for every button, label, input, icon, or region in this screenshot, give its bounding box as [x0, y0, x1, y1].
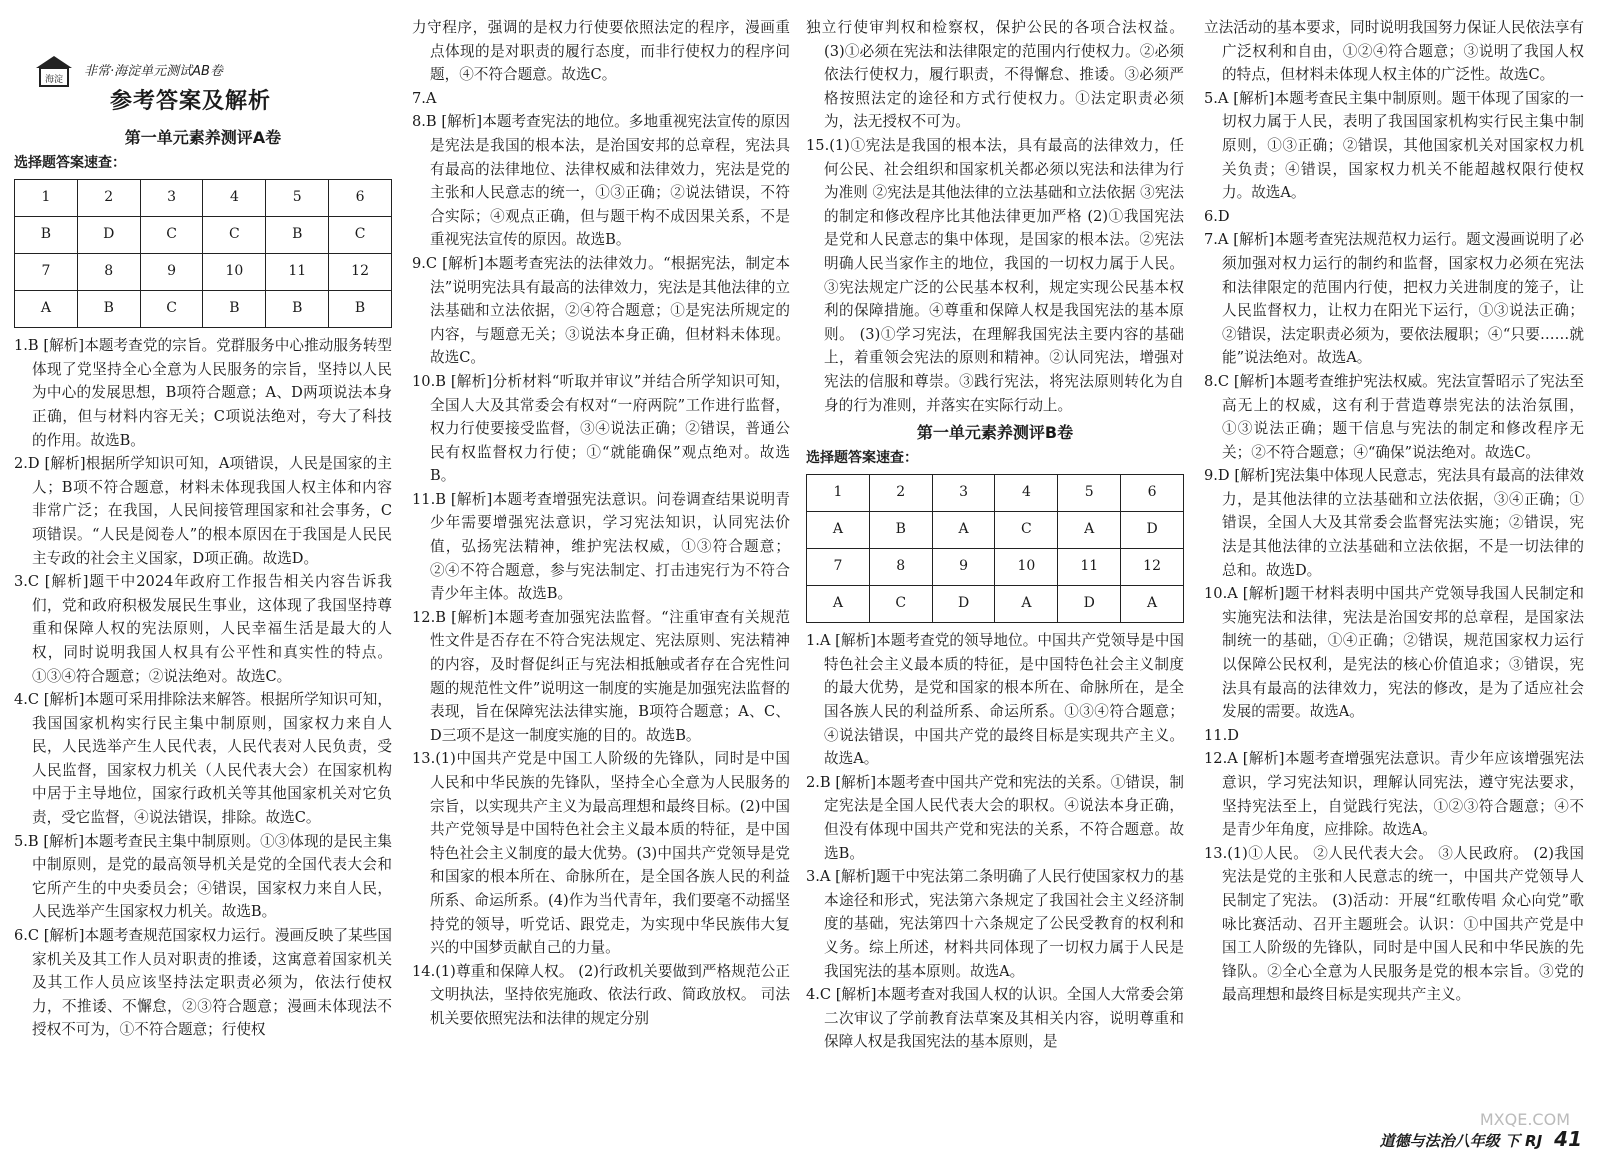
answer-item: 7.A: [412, 89, 437, 107]
answer-item: 14.(1)尊重和保障人权。 (2)行政机关要做到严格规范公正文明执法，坚持依宪施政、依法行政、简政放权。 司法机关要依照宪法和法律的规定分别: [412, 962, 790, 1027]
answer-cell: A: [807, 512, 870, 549]
answer-cell: D: [1121, 512, 1184, 549]
answer-cell: 10: [203, 254, 266, 291]
answer-item: 8.B [解析]本题考查宪法的地位。多地重视宪法宣传的原因是宪法是我国的根本法，是治国安邦的总章程，宪法具有最高的法律地位、法律权威和法律效力，宪法是党的主张和人民意志的统一，①③正确；②说法错误，不符合实际；④观点正确，但与题干构不成因果关系，不是重视宪法宣传的原因。故选B。: [412, 113, 790, 249]
answer-cell: 3: [932, 475, 995, 512]
answer-row: [807, 549, 1184, 586]
answer-cell: 6: [329, 180, 392, 217]
answer-cell: 2: [869, 475, 932, 512]
answer-cell: D: [932, 586, 995, 623]
answer-cell: A: [1121, 586, 1184, 623]
answer-item: 10.A [解析]题干材料表明中国共产党领导我国人民制定和实施宪法和法律，宪法是治国安邦的总章程，是国家法制统一的基础，①④正确；②错误，规范国家权力运行以保障公民权利，是宪法的核心价值追求；③错误，宪法具有最高的法律效力，宪法的修改，是为了适应社会发展的需要。故选A。: [1204, 585, 1584, 721]
answer-cell: 7: [15, 254, 78, 291]
answer-cell: B: [203, 291, 266, 328]
answer-cell: A: [807, 586, 870, 623]
answer-item: 2.B [解析]本题考查中国共产党和宪法的关系。①错误，制定宪法是全国人民代表大会的职权。④说法本身正确，但没有体现中国共产党和宪法的关系，不符合题意。故选B。: [806, 773, 1184, 862]
answer-cell: 5: [1058, 475, 1121, 512]
answer-list-a: [14, 334, 392, 1042]
answer-cell: 3: [140, 180, 203, 217]
answer-cell: C: [995, 512, 1058, 549]
answer-item: 3.C [解析]题干中2024年政府工作报告相关内容告诉我们，党和政府积极发展民生事业，这体现了我国坚持尊重和保障人权的宪法原则，人民幸福生活是最大的人权，同时说明我国人权具有公平性和真实性的特点。①③④符合题意；②说法绝对。故选C。: [14, 573, 392, 685]
quick-answer-label-a: 选择题答案速查：: [14, 154, 126, 171]
answer-cell: 4: [995, 475, 1058, 512]
answer-cell: A: [995, 586, 1058, 623]
answer-cell: C: [140, 217, 203, 254]
answer-cell: 11: [266, 254, 329, 291]
answer-item: 6.D: [1204, 207, 1230, 225]
answer-item: 10.B [解析]分析材料“听取并审议”并结合所学知识可知，全国人大及其常委会有权对“一府两院”工作进行监督，权力行使要接受监督，③④说法正确；②错误，普通公民有权监督权力行使；①“就能确保”观点绝对。故选B。: [412, 372, 790, 485]
answer-item: 1.B [解析]本题考查党的宗旨。党群服务中心推动服务转型体现了党坚持全心全意为人民服务的宗旨，坚持以人民为中心的发展思想，B项符合题意；A、D两项说法本身正确，但与材料内容无关；C项说法绝对，夸大了科技的作用。故选B。: [14, 337, 392, 449]
answer-row: [807, 586, 1184, 623]
answer-item: 4.C [解析]本题可采用排除法来解答。根据所学知识可知，我国国家机构实行民主集中制原则，国家权力来自人民，人民选举产生人民代表，人民代表对人民负责，受人民监督，国家权力机关（人民代表大会）在国家机构中居于主导地位，国家行政机关等其他国家机关对它负责，受它监督，④说法错误，排除。故选C。: [14, 691, 392, 827]
answer-cell: C: [869, 586, 932, 623]
column-4: [1204, 16, 1584, 1126]
answer-row: [807, 475, 1184, 512]
logo-icon: [32, 54, 76, 90]
answer-item: 3.A [解析]题干中宪法第二条明确了人民行使国家权力的基本途径和形式，宪法第六条规定了我国社会主义经济制度的基础，宪法第四十六条规定了公民受教育的权利和义务。综上所述，材料共同体现了一切权力属于人民是我国宪法的基本原则。故选A。: [806, 868, 1184, 980]
answer-cell: D: [1058, 586, 1121, 623]
answer-item: 独立行使审判权和检察权，保护公民的各项合法权益。 (3)①必须在宪法和法律限定的范围内行使权力。②必须依法行使权力，履行职责，不得懈怠、推诿。③必须严格按照法定的途径和方式行使权力。①法定职责必须为，法无授权不可为。: [806, 19, 1184, 131]
answer-cell: 2: [77, 180, 140, 217]
answer-cell: D: [77, 217, 140, 254]
answer-cell: 4: [203, 180, 266, 217]
answer-cell: 6: [1121, 475, 1184, 512]
answer-cell: C: [140, 291, 203, 328]
answer-item: 11.B [解析]本题考查增强宪法意识。问卷调查结果说明青少年需要增强宪法意识，学习宪法知识，认同宪法价值，弘扬宪法精神，维护宪法权威，①③符合题意；②④不符合题意，参与宪法制定、打击违宪行为不符合青少年主体。故选B。: [412, 490, 790, 603]
answer-item: 15.(1)①宪法是我国的根本法，具有最高的法律效力，任何公民、社会组织和国家机关都必须以宪法和法律为行为准则 ②宪法是其他法律的立法基础和立法依据 ③宪法的制定和修改程序比其他法律更加严格 (2)①我国宪法是党和人民意志的集中体现，是国家的根本法。②宪法明确人民当家作主的地位，我国的一切权力属于人民。③宪法规定广泛的公民基本权利，规定实现公民基本权利的保障措施。④尊重和保障人权是我国宪法的基本原则。 (3)①学习宪法，在理解我国宪法主要内容的基础上，着重领会宪法的原则和精神。②认同宪法，增强对宪法的信服和尊崇。③践行宪法，将宪法原则转化为自身的行为准则，并落实在实际行动上。: [806, 136, 1184, 414]
answer-item: 8.C [解析]本题考查维护宪法权威。宪法宣誓昭示了宪法至高无上的权威，这有利于营造尊崇宪法的法治氛围，①③说法正确；题干信息与宪法的制定和修改程序无关；②不符合题意；④“确保”说法绝对。故选C。: [1204, 372, 1584, 461]
answer-table-b: [806, 474, 1184, 623]
answer-cell: 9: [140, 254, 203, 291]
answer-cell: A: [932, 512, 995, 549]
answer-cell: A: [1058, 512, 1121, 549]
answer-cell: 10: [995, 549, 1058, 586]
section-title-b: 第一单元素养测评B卷: [916, 423, 1074, 443]
answer-cell: 11: [1058, 549, 1121, 586]
answer-cell: B: [266, 217, 329, 254]
answer-item: 12.A [解析]本题考查增强宪法意识。青少年应该增强宪法意识，学习宪法知识，理解认同宪法，遵守宪法要求，坚持宪法至上，自觉践行宪法，①②③符合题意；④不是青少年角度，应排除。故选A。: [1204, 750, 1584, 839]
answer-item: 13.(1)中国共产党是中国工人阶级的先锋队，同时是中国人民和中华民族的先锋队，坚持全心全意为人民服务的宗旨，以实现共产主义为最高理想和最终目标。(2)中国共产党领导是中国特色社会主义最本质的特征，是中国特色社会主义制度的最大优势。(3)中国共产党领导是党和国家的根本所在、命脉所在，是全国各族人民的利益所系、命运所系。(4)作为当代青年，我们要毫不动摇坚持党的领导，听党话、跟党走，为实现中华民族伟大复兴的中国梦贡献自己的力量。: [412, 750, 790, 957]
answer-item: 立法活动的基本要求，同时说明我国努力保证人民依法享有广泛权利和自由，①②④符合题意；③说明了我国人权的特点，但材料未体现人权主体的广泛性。故选C。: [1204, 19, 1584, 84]
answer-cell: 12: [1121, 549, 1184, 586]
answer-item: 12.B [解析]本题考查加强宪法监督。“注重审查有关规范性文件是否存在不符合宪法规定、宪法原则、宪法精神的内容，及时督促纠正与宪法相抵触或者存在合宪性问题的规范性文件”说明这一制度的实施是加强宪法监督的表现，旨在保障宪法法律实施，B项符合题意；A、C、D三项不是这一制度实施的目的。故选B。: [412, 608, 790, 744]
answer-cell: 7: [807, 549, 870, 586]
answer-cell: B: [77, 291, 140, 328]
answer-item: 1.A [解析]本题考查党的领导地位。中国共产党领导是中国特色社会主义最本质的特征，是中国特色社会主义制度的最大优势，是党和国家的根本所在、命脉所在，是全国各族人民的利益所系、命运所系。①③④符合题意；④说法错误，中国共产党的最终目标是实现共产主义。故选A。: [806, 632, 1184, 768]
watermark: MXQE.COM: [1479, 1110, 1570, 1129]
answer-row: [15, 291, 392, 328]
answer-row: [15, 254, 392, 291]
answer-row: [807, 512, 1184, 549]
answer-cell: 5: [266, 180, 329, 217]
section-title-a: 第一单元素养测评A卷: [124, 128, 282, 147]
answer-cell: 8: [869, 549, 932, 586]
page-footer: [1380, 1127, 1582, 1151]
brand-text: 非常·海淀单元测试AB卷: [84, 64, 223, 79]
answer-cell: C: [329, 217, 392, 254]
answer-cell: B: [329, 291, 392, 328]
answer-cell: 8: [77, 254, 140, 291]
answer-cell: C: [203, 217, 266, 254]
column-3: [806, 16, 1184, 1126]
answer-list-b: [806, 629, 1184, 1054]
answer-item: 6.C [解析]本题考查规范国家权力运行。漫画反映了某些国家机关及其工作人员对职责的推诿，这寓意着国家机关及其工作人员应该坚持法定职责必须为，依法行使权力，不推诿、不懈怠，②③符合题意；漫画未体现法不授权不可为，①不符合题意；行使权: [14, 927, 392, 1039]
answer-item: 13.(1)①人民。 ②人民代表大会。 ③人民政府。 (2)我国宪法是党的主张和人民意志的统一，中国共产党领导人民制定了宪法。 (3)活动：开展“红歌传唱 众心向党”歌咏比赛活动、召开主题班会。认识：①中国共产党是中国工人阶级的先锋队，同时是中国人民和中华民族的先锋队。②全心全意为人民服务是党的根本宗旨。③党的最高理想和最终目标是实现共产主义。: [1204, 844, 1584, 1004]
logo-text: 海淀: [44, 75, 64, 85]
answer-item: 11.D: [1204, 726, 1239, 744]
answer-row: [15, 180, 392, 217]
answer-item: 5.B [解析]本题考查民主集中制原则。①③体现的是民主集中制原则，是党的最高领导机关是党的全国代表大会和它所产生的中央委员会；④错误，国家权力来自人民，人民选举产生国家权力机关。故选B。: [14, 832, 392, 921]
answer-cell: 9: [932, 549, 995, 586]
page-title: 参考答案及解析: [110, 89, 272, 114]
answer-item: 9.D [解析]宪法集中体现人民意志，宪法具有最高的法律效力，是其他法律的立法基础和立法依据，③④正确；①错误，全国人大及其常委会监督宪法实施；②错误，宪法是其他法律的立法基础和立法依据，不是一切法律的总和。故选D。: [1204, 467, 1584, 579]
answer-item: 9.C [解析]本题考查宪法的法律效力。“根据宪法，制定本法”说明宪法具有最高的法律效力，宪法是其他法律的立法基础和立法依据，②④符合题意；①是宪法所规定的内容，与题意无关；③说法本身正确，但材料未体现。故选C。: [412, 254, 790, 367]
answer-item: 4.C [解析]本题考查对我国人权的认识。全国人大常委会第二次审议了学前教育法草案及其相关内容，说明尊重和保障人权是我国宪法的基本原则，是: [806, 986, 1184, 1051]
answer-cell: 12: [329, 254, 392, 291]
answer-cell: B: [15, 217, 78, 254]
answer-cell: 1: [807, 475, 870, 512]
answer-item: 7.A [解析]本题考查宪法规范权力运行。题文漫画说明了必须加强对权力运行的制约和监督，国家权力必须在宪法和法律限定的范围内行使，把权力关进制度的笼子，让人民监督权力，让权力在阳光下运行，①③说法正确；②错误，法定职责必须为，要依法履职；④“只要……就能”说法绝对。故选A。: [1204, 231, 1584, 367]
header: [14, 16, 392, 122]
answer-item: 5.A [解析]本题考查民主集中制原则。题干体现了国家的一切权力属于人民，表明了我国国家机构实行民主集中制原则，①③正确；②错误，其他国家机关对国家权力机关负责；④错误，国家权力机关不能超越权限行使权力。故选A。: [1204, 89, 1584, 202]
answer-cell: B: [869, 512, 932, 549]
answer-cell: A: [15, 291, 78, 328]
quick-answer-label-b: 选择题答案速查：: [806, 449, 918, 466]
column-1: [14, 16, 392, 1126]
answer-item: 力守程序，强调的是权力行使要依照法定的程序，漫画重点体现的是对职责的履行态度，而非行使权力的程序问题，④不符合题意。故选C。: [412, 19, 790, 84]
answer-cell: B: [266, 291, 329, 328]
column-2: [412, 16, 790, 1126]
answer-item: 2.D [解析]根据所学知识可知，A项错误，人民是国家的主人；B项不符合题意，材料未体现我国人权主体和内容非常广泛；在我国，人民间接管理国家和社会事务，C项错误。“人民是阅卷人”的根本原因在于我国是人民民主专政的社会主义国家，D项正确。故选D。: [14, 455, 392, 567]
answer-table-a: [14, 179, 392, 328]
answer-cell: 1: [15, 180, 78, 217]
answer-row: [15, 217, 392, 254]
footer-subject: 道德与法治八年级 下 RJ: [1379, 1132, 1543, 1150]
page-number: 41: [1554, 1127, 1582, 1151]
